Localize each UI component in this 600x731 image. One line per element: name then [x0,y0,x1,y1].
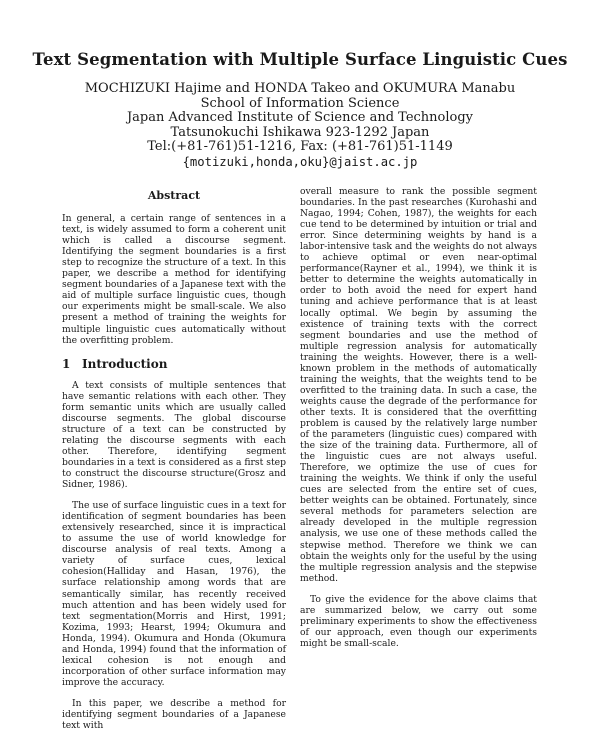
section-title: Introduction [82,356,168,371]
intro-paragraph: A text consists of multiple sentences that have semantic relations with each other. They form semantic units which are usually called discourse segments. The global discourse structure of a text can be constructed by relating the discourse segments with each other. Therefore, identifying segment boundaries in a text is considered as a first step to construct the discourse structure(Grosz and Sidner, 1986). [62,379,286,491]
paper-title: Text Segmentation with Multiple Surface Linguistic Cues [32,50,568,69]
body-paragraph: overall measure to rank the possible segment boundaries. In the past researches (Kurohashi and Nagao, 1994; Cohen, 1987), the weights for each cue tend to be determined by intuition or trial and error. Since determining weights by hand is a labor-intensive task and the weights do not always to achieve optimal or even near-optimal performance(Rayner et al., 1994), we think it is better to determine the weights automatically in order to both avoid the need for expert hand tuning and achieve performance that is at least locally optimal. We begin by assuming the existence of training texts with the correct segment boundaries and use the method of multiple regression analysis for automatically training the weights. However, there is a well-known problem in the methods of automatically training the weights, that the weights tend to be overfitted to the training data. In such a case, the weights cause the degrade of the performance for other texts. It is considered that the overfitting problem is caused by the relatively large number of the parameters (linguistic cues) compared with the size of the training data. Furthermore, all of the linguistic cues are not always useful. Therefore, we optimize the use of cues for training the weights. We think if only the useful cues are selected from the entire set of cues, better weights can be obtained. Fortunately, since several methods for parameters selection are already developed in the multiple regression analysis, we use one of these methods called the stepwise method. Therefore we think we can obtain the weights only for the useful by the using the multiple regression analysis and the stepwise method. [300,186,537,584]
body-paragraph: To give the evidence for the above claims that are summarized below, we carry out some preliminary experiments to show the effectiveness of our approach, even though our experiments might be small-scale. [300,593,537,649]
abstract-heading: Abstract [147,189,201,202]
author-phone-fax: Tel:(+81-761)51-1216, Fax: (+81-761)51-1149 [147,139,453,155]
author-school: School of Information Science [200,95,400,111]
author-block [0,82,600,170]
intro-paragraph: In this paper, we describe a method for identifying segment boundaries of a Japanese text with [62,697,286,731]
author-institute: Japan Advanced Institute of Science and Technology [126,110,474,126]
section-number: 1 [62,356,71,371]
left-column [62,190,286,731]
section-heading-introduction [62,356,286,371]
author-address: Tatsunokuchi Ishikawa 923-1292 Japan [170,124,430,140]
abstract-text: In general, a certain range of sentences in a text, is widely assumed to form a coherent unit which is called a discourse segment. Identifying the segment boundaries is a first step to recognize the structure of a text. In this paper, we describe a method for identifying segment boundaries of a Japanese text with the aid of multiple surface linguistic cues, though our experiments might be small-scale. We also present a method of training the weights for multiple linguistic cues automatically without the overfitting problem. [62,213,286,346]
right-column [300,186,537,649]
intro-paragraph: The use of surface linguistic cues in a text for identification of segment boundaries has been extensively researched, since it is impractical to assume the use of world knowledge for discourse analysis of real texts. Among a variety of surface cues, lexical cohesion(Halliday and Hasan, 1976), the surface relationship among words that are semantically similar, has recently received much attention and has been widely used for text segmentation(Morris and Hirst, 1991; Kozima, 1993; Hearst, 1994; Okumura and Honda, 1994). Okumura and Honda (Okumura and Honda, 1994) found that the information of lexical cohesion is not enough and incorporation of other surface information may improve the accuracy. [62,500,286,688]
author-email: {motizuki,honda,oku}@jaist.ac.jp [182,154,418,169]
author-names: MOCHIZUKI Hajime and HONDA Takeo and OKUMURA Manabu [84,81,516,96]
